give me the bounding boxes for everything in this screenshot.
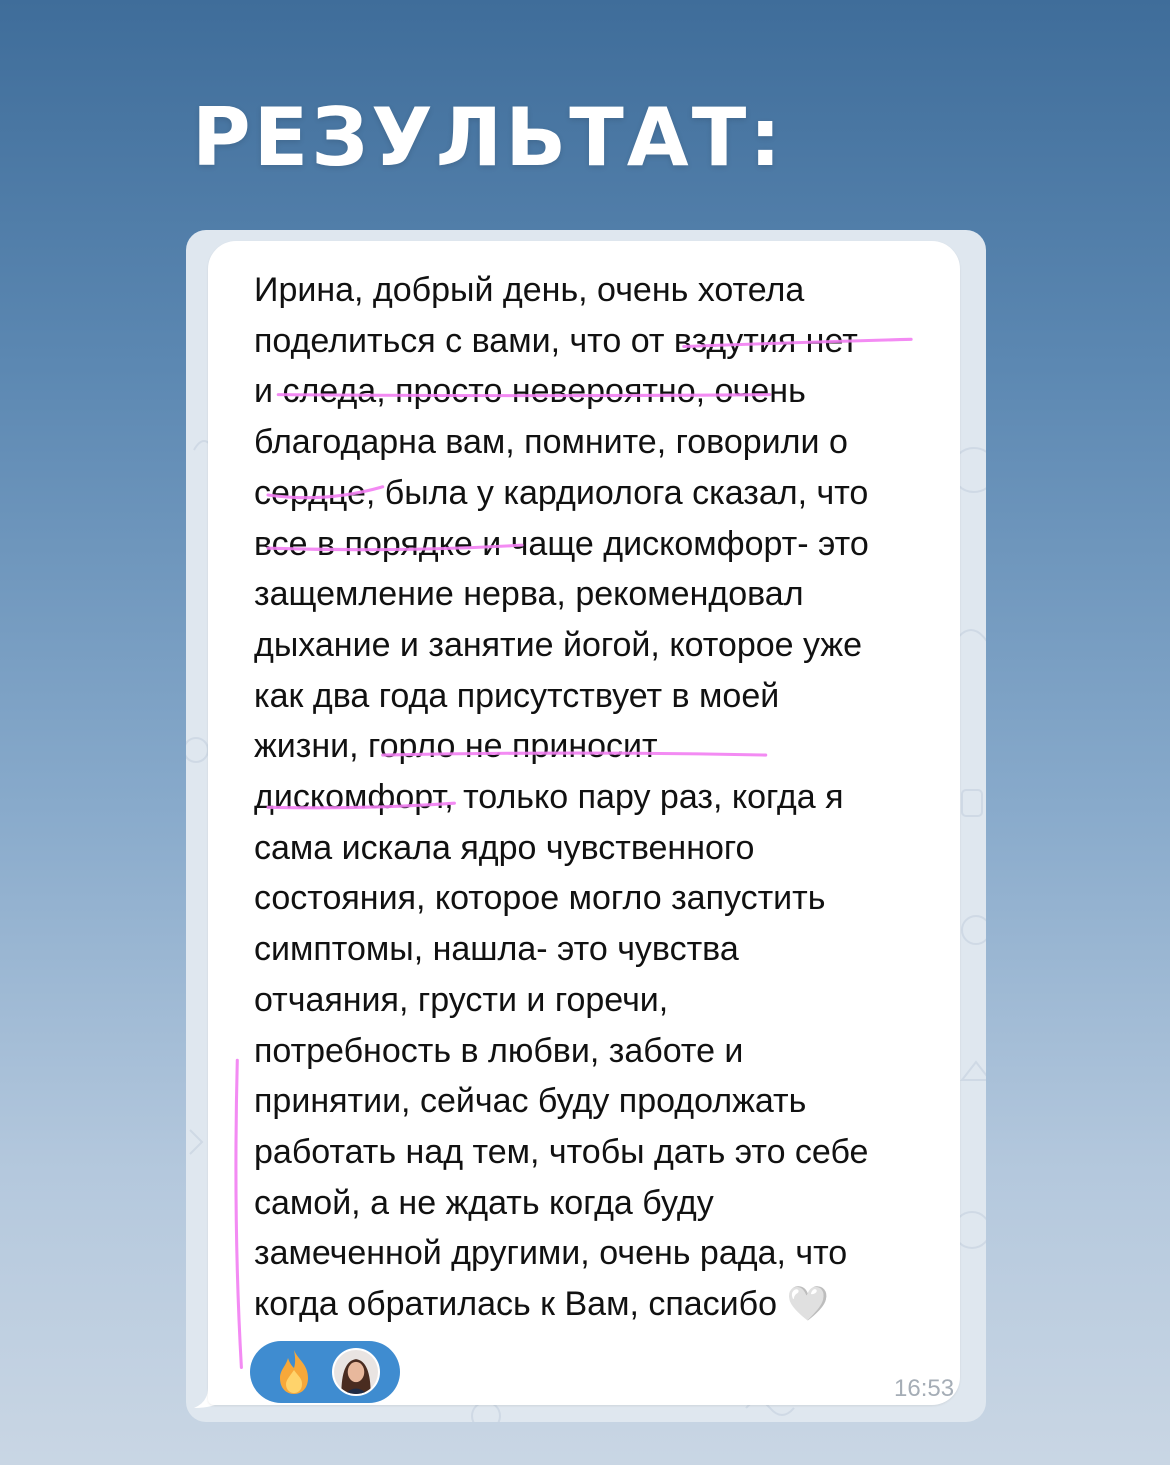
reaction-bar[interactable] [250, 1341, 400, 1403]
message-text: Ирина, добрый день, очень хотела поделиться с вами, что от вздутия нет и следа, просто невероятно, очень благодарна вам, помните, говорили о сердце, была у кардиолога сказал, что все в порядке и чаще дискомфорт- это защемление нерва, рекомендовал дыхание и занятие йогой, которое уже как два года присутствует в моей жизни, горло не приносит дискомфорт, только пару раз, когда я сама искала ядро чувственного состояния, которое могло запустить симптомы, нашла- это чувства отчаяния, грусти и горечи, потребность в любви, заботе и принятии, сейчас буду продолжать работать над тем, чтобы дать это себе самой, а не ждать когда буду замеченной другими, очень рада, что когда обратилась к Вам, спасибо 🤍 [254, 271, 869, 1324]
fire-icon[interactable] [272, 1348, 316, 1396]
headline: РЕЗУЛЬТАТ: [192, 91, 785, 184]
message-bubble [208, 241, 960, 1405]
chat-window [186, 230, 986, 1422]
highlight-margin-line [236, 1060, 241, 1367]
message-timestamp: 16:53 [894, 1375, 955, 1402]
avatar[interactable] [332, 1348, 380, 1396]
